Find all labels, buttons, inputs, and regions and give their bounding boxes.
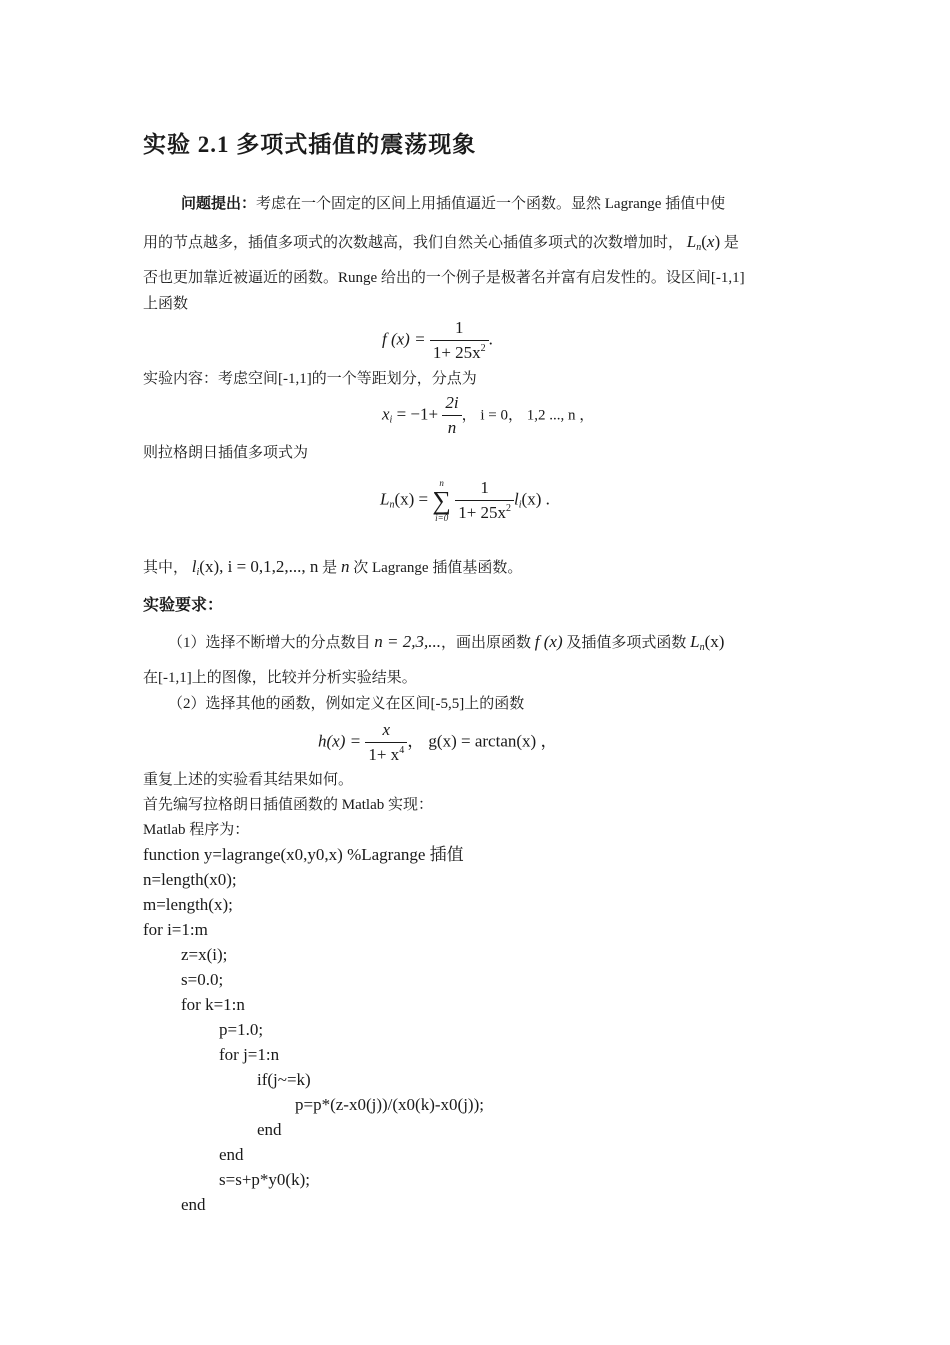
eq-x-tail: ， i = 0， 1,2 ..., n ，	[461, 407, 595, 424]
requirement-1-line-2: 在[-1,1]上的图像，比较并分析实验结果。	[143, 670, 417, 686]
equation-h-g	[318, 720, 557, 765]
problem-label: 问题提出：	[181, 196, 257, 212]
eq-x-numerator: 2i	[445, 393, 459, 412]
code-line: s=0.0;	[181, 970, 224, 989]
eq-f-denominator	[430, 340, 489, 363]
eq-x-lhs: x	[382, 404, 390, 424]
eq-L-lhs: L	[380, 489, 390, 509]
code-line: if(j~=k)	[257, 1070, 311, 1089]
req1-n: n = 2,3,...	[374, 632, 441, 651]
eq-L-fraction	[455, 478, 514, 523]
eq-L-denominator	[455, 500, 514, 523]
requirement-1	[168, 633, 724, 653]
where-d: 是	[318, 560, 341, 576]
eq-x-fraction	[442, 393, 461, 438]
eq-h-numerator: x	[382, 720, 391, 739]
eq-L-den-text: 1+ 25x	[458, 503, 507, 522]
code-line: for j=1:n	[219, 1045, 280, 1064]
code-line: end	[219, 1145, 244, 1164]
code-line: end	[181, 1195, 206, 1214]
eq-h-mid: ， g(x) = arctan(x) ，	[407, 731, 558, 751]
matlab-intro: 首先编写拉格朗日插值函数的 Matlab 实现：	[143, 797, 433, 813]
req1-fx: f (x)	[534, 632, 563, 651]
eq-h-fraction	[365, 720, 407, 765]
code-line: function y=lagrange(x0,y0,x) %Lagrange 插值	[143, 845, 464, 864]
req1-a: （1）选择不断增大的分点数目	[168, 635, 375, 651]
eq-h-den-sup: 4	[399, 745, 405, 756]
problem-line-1	[181, 197, 725, 212]
eq-L-l: l	[514, 489, 519, 509]
where-l: l	[191, 557, 197, 576]
where-line	[143, 558, 522, 578]
eq-f-lhs: f (x) =	[382, 329, 426, 349]
code-line: end	[257, 1120, 282, 1139]
eq-L-l-sub: i	[518, 499, 522, 511]
eq-L-sum-top: n	[439, 477, 444, 488]
req1-e: 及插值多项式函数	[562, 635, 691, 651]
code-line: n=length(x0);	[143, 870, 237, 889]
page-title: 实验 2.1 多项式插值的震荡现象	[143, 132, 477, 157]
eq-f-numerator: 1	[454, 318, 464, 337]
eq-L-sum-symbol: ∑	[432, 485, 451, 515]
eq-L-lhs-tail: (x) =	[394, 489, 429, 509]
equation-f	[382, 318, 493, 363]
eq-L-sum	[432, 479, 451, 523]
problem-text-2a: 用的节点越多，插值多项式的次数越高，我们自然关心插值多项式的次数增加时，	[143, 235, 684, 251]
where-c: (x), i = 0,1,2,..., n	[199, 557, 319, 576]
where-l-sub: i	[196, 567, 200, 578]
code-line: z=x(i);	[181, 945, 228, 964]
code-line: for i=1:m	[143, 920, 208, 939]
req1-L: L	[690, 632, 700, 651]
repeat-line: 重复上述的实验看其结果如何。	[143, 772, 354, 788]
eq-f-den-text: 1+ 25x	[432, 343, 481, 362]
eq-L-sum-bottom: i=0	[435, 512, 449, 523]
problem-line-3: 否也更加靠近被逼近的函数。Runge 给出的一个例子是极著名并富有启发性的。设区间[-1,1]	[143, 270, 745, 286]
equation-L	[380, 478, 550, 523]
code-line: p=p*(z-x0(j))/(x0(k)-x0(j));	[295, 1095, 484, 1114]
where-a: 其中，	[143, 560, 189, 576]
eq-x-mid: = −1+	[392, 404, 439, 424]
eq-L-tail: (x) .	[521, 489, 550, 509]
requirements-heading: 实验要求：	[143, 597, 224, 614]
code-line: m=length(x);	[143, 895, 233, 914]
code-line: for k=1:n	[181, 995, 245, 1014]
req1-c: ，画出原函数	[441, 635, 535, 651]
where-n: n	[340, 557, 350, 576]
code-line: p=1.0;	[219, 1020, 264, 1039]
content-line-1: 实验内容：考虑空间[-1,1]的一个等距划分，分点为	[143, 371, 477, 387]
lagrange-intro: 则拉格朗日插值多项式为	[143, 445, 309, 461]
code-line: s=s+p*y0(k);	[219, 1170, 310, 1189]
matlab-label: Matlab 程序为：	[143, 822, 250, 838]
equation-x	[382, 393, 594, 438]
req1-x: (x)	[704, 632, 725, 651]
eq-h-den-text: 1+ x	[368, 745, 400, 764]
Ln-arg: (x)	[701, 232, 721, 251]
problem-text-1: 考虑在一个固定的区间上用插值逼近一个函数。显然 Lagrange 插值中使	[256, 196, 726, 212]
req1-L-sub: n	[699, 642, 705, 653]
Ln-symbol: $L_n$	[686, 232, 702, 253]
problem-text-2b: 是	[723, 235, 739, 251]
eq-h-denominator	[365, 742, 407, 765]
where-f: 次 Lagrange 插值基函数。	[349, 560, 523, 576]
eq-f-fraction	[430, 318, 489, 363]
eq-f-tail: .	[488, 329, 493, 349]
eq-L-lhs-sub: n	[389, 499, 395, 511]
eq-f-den-sup: 2	[480, 343, 486, 354]
eq-x-lhs-sub: i	[389, 414, 393, 426]
problem-line-4: 上函数	[143, 296, 189, 312]
eq-x-denominator: n	[442, 415, 461, 438]
problem-line-2	[143, 233, 739, 253]
requirement-2: （2）选择其他的函数，例如定义在区间[-5,5]上的函数	[168, 696, 525, 712]
eq-L-numerator: 1	[480, 478, 489, 497]
eq-h-lhs: h(x) =	[318, 731, 362, 751]
eq-L-den-sup: 2	[506, 503, 512, 514]
